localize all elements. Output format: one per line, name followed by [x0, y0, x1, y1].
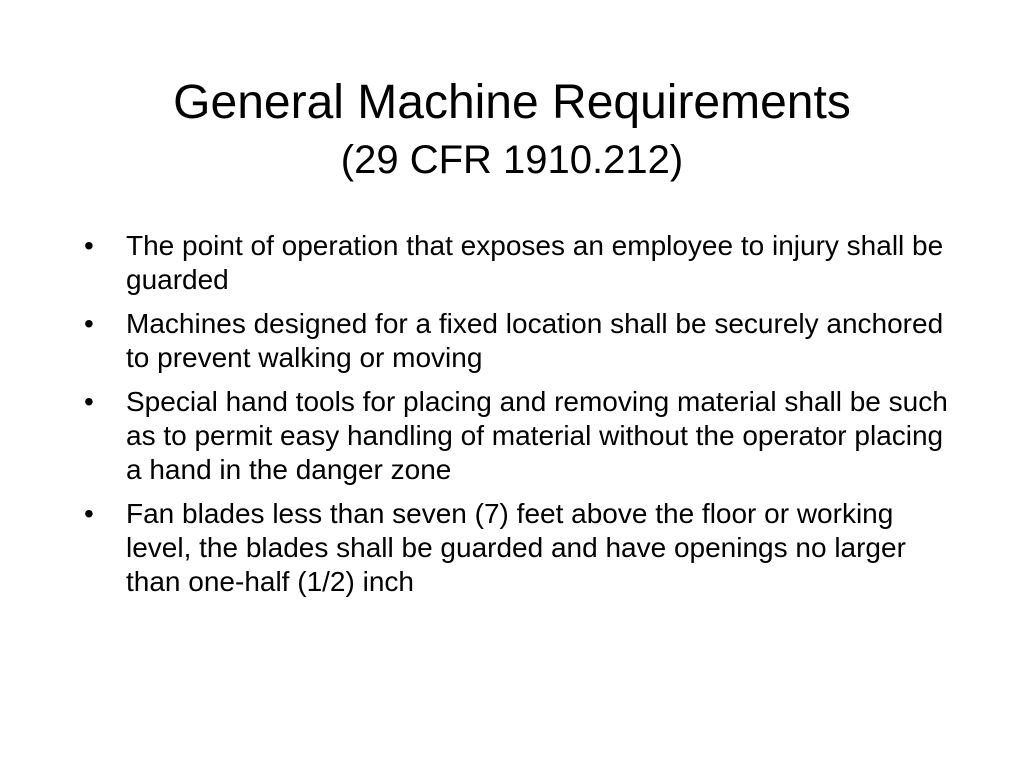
bullet-item	[84, 497, 964, 599]
slide-subtitle: (29 CFR 1910.212)	[340, 138, 684, 182]
bullet-icon: •	[84, 230, 94, 261]
bullet-icon: •	[84, 498, 94, 529]
bullet-list	[84, 229, 964, 609]
bullet-text: The point of operation that exposes an employee to injury shall be guarded	[126, 230, 944, 295]
bullet-text: Machines designed for a fixed location shall be securely anchored to prevent walking or moving	[126, 308, 944, 373]
bullet-item	[84, 307, 964, 375]
bullet-text: Fan blades less than seven (7) feet above the floor or working level, the blades shall be guarded and have openings no larger than one-half (1/2) inch	[126, 498, 906, 597]
bullet-icon: •	[84, 308, 94, 339]
bullet-item	[84, 229, 964, 297]
bullet-text: Special hand tools for placing and removing material shall be such as to permit easy handling of material without the operator placing a hand in the danger zone	[126, 386, 948, 485]
bullet-item	[84, 385, 964, 487]
title-block	[0, 74, 1024, 184]
bullet-icon: •	[84, 386, 94, 417]
slide-title: General Machine Requirements	[173, 76, 851, 129]
